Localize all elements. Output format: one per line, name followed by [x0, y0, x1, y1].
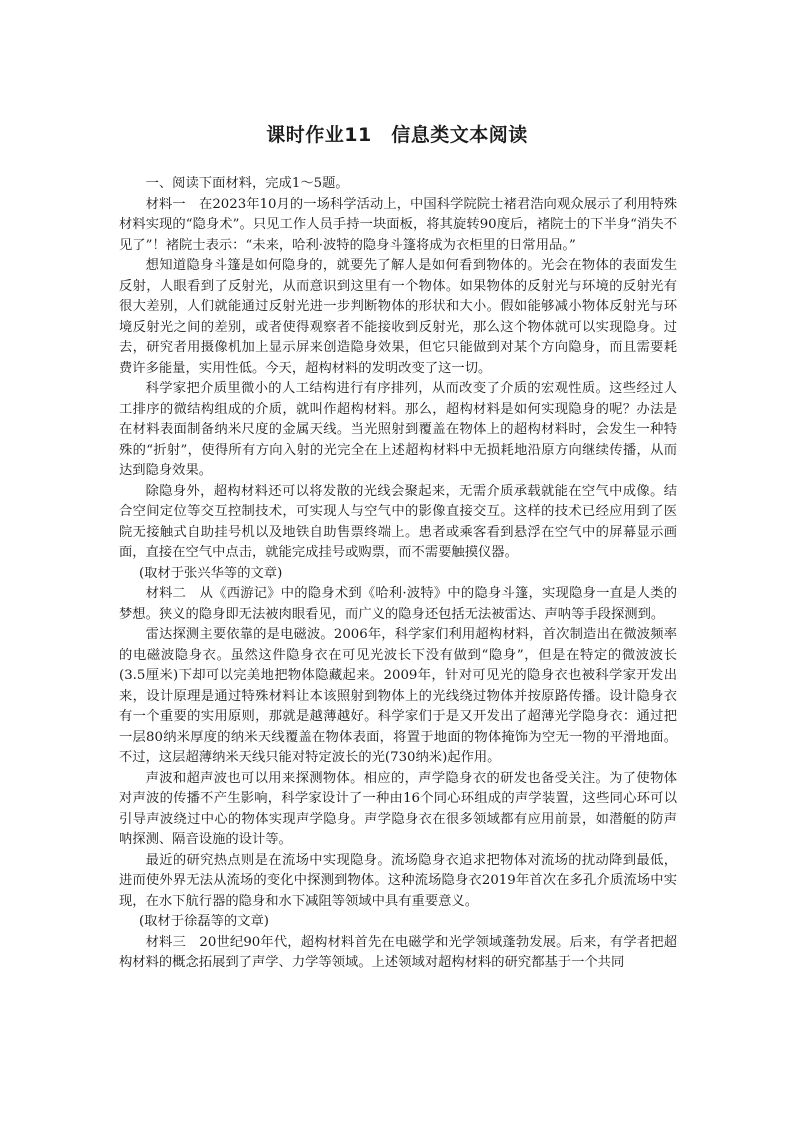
- body-paragraph: 声波和超声波也可以用来探测物体。相应的，声学隐身衣的研发也备受关注。为了使物体对声波的传播不产生影响，科学家设计了一种由16个同心环组成的声学装置，这些同心环可以引导声波绕过中心的物体实现声学隐身。声学隐身衣在很多领域都有应用前景，如潜艇的防声呐探测、隔音设施的设计等。: [119, 770, 677, 847]
- material-one-paragraph: 材料一 在2023年10月的一场科学活动上，中国科学院院士褚君浩向观众展示了利用特殊材料实现的“隐身术”。只见工作人员手持一块面板，将其旋转90度后，褚院士的下半身“消失不见了”！褚院士表示：“未来，哈利·波特的隐身斗篷将成为衣柜里的日常用品。”: [119, 196, 677, 253]
- source-note: (取材于张兴华等的文章): [138, 565, 283, 581]
- body-paragraph: 想知道隐身斗篷是如何隐身的，就要先了解人是如何看到物体的。光会在物体的表面发生反射，人眼看到了反射光，从而意识到这里有一个物体。如果物体的反射光与环境的反射光有很大差别，人们就能通过反射光进一步判断物体的形状和大小。假如能够减小物体反射光与环境反射光之间的差别，或者使得观察者不能接收到反射光，那么这个物体就可以实现隐身。过去，研究者用摄像机加上显示屏来创造隐身效果，但它只能做到对某个方向隐身，而且需要耗费许多能量，实用性低。今天，超构材料的发明改变了这一切。: [119, 258, 677, 376]
- body-paragraph: 除隐身外，超构材料还可以将发散的光线会聚起来，无需介质承载就能在空气中成像。结合空间定位等交互控制技术，可实现人与空气中的影像直接交互。这样的技术已经应用到了医院无接触式自助挂号机以及地铁自助售票终端上。患者或乘客看到悬浮在空气中的屏幕显示画面，直接在空气中点击，就能完成挂号或购票，而不需要触摸仪器。: [119, 483, 677, 560]
- document-body: [119, 174, 677, 974]
- material-three-paragraph: 材料三 20世纪90年代，超构材料首先在电磁学和光学领域蓬勃发展。后来，有学者把超构材料的概念拓展到了声学、力学等领域。上述领域对超构材料的研究都基于一个共同: [119, 934, 677, 970]
- body-paragraph: 科学家把介质里微小的人工结构进行有序排列，从而改变了介质的宏观性质。这些经过人工排序的微结构组成的介质，就叫作超构材料。那么，超构材料是如何实现隐身的呢？办法是在材料表面制备纳米尺度的金属天线。当光照射到覆盖在物体上的超构材料时，会发生一种特殊的“折射”，使得所有方向入射的光完全在上述超构材料中无损耗地沿原方向继续传播，从而达到隐身效果。: [119, 381, 677, 478]
- body-paragraph: 最近的研究热点则是在流场中实现隐身。流场隐身衣追求把物体对流场的扰动降到最低，进而使外界无法从流场的变化中探测到物体。这种流场隐身衣2019年首次在多孔介质流场中实现，在水下航行器的隐身和水下减阻等领域中具有重要意义。: [119, 852, 677, 909]
- source-note: (取材于徐磊等的文章): [138, 914, 269, 929]
- question-instruction: 一、阅读下面材料，完成1～5题。: [145, 176, 349, 191]
- document-title: 课时作业11 信息类文本阅读: [266, 124, 528, 146]
- body-paragraph: 雷达探测主要依靠的是电磁波。2006年，科学家们利用超构材料，首次制造出在微波频率的电磁波隐身衣。虽然这件隐身衣在可见光波长下没有做到“隐身”，但是在特定的微波波长(3.5厘米)下却可以完美地把物体隐藏起来。2009年，针对可见光的隐身衣也被科学家开发出来，设计原理是通过特殊材料让本该照射到物体上的光线绕过物体并按原路传播。设计隐身衣有一个重要的实用原则，那就是越薄越好。科学家们于是又开发出了超薄光学隐身衣：通过把一层80纳米厚度的纳米天线覆盖在物体表面，将置于地面的物体掩饰为空无一物的平滑地面。不过，这层超薄纳米天线只能对特定波长的光(730纳米)起作用。: [119, 627, 677, 765]
- material-two-paragraph: 材料二 从《西游记》中的隐身术到《哈利·波特》中的隐身斗篷，实现隐身一直是人类的梦想。狭义的隐身即无法被肉眼看见，而广义的隐身还包括无法被雷达、声呐等手段探测到。: [119, 586, 677, 622]
